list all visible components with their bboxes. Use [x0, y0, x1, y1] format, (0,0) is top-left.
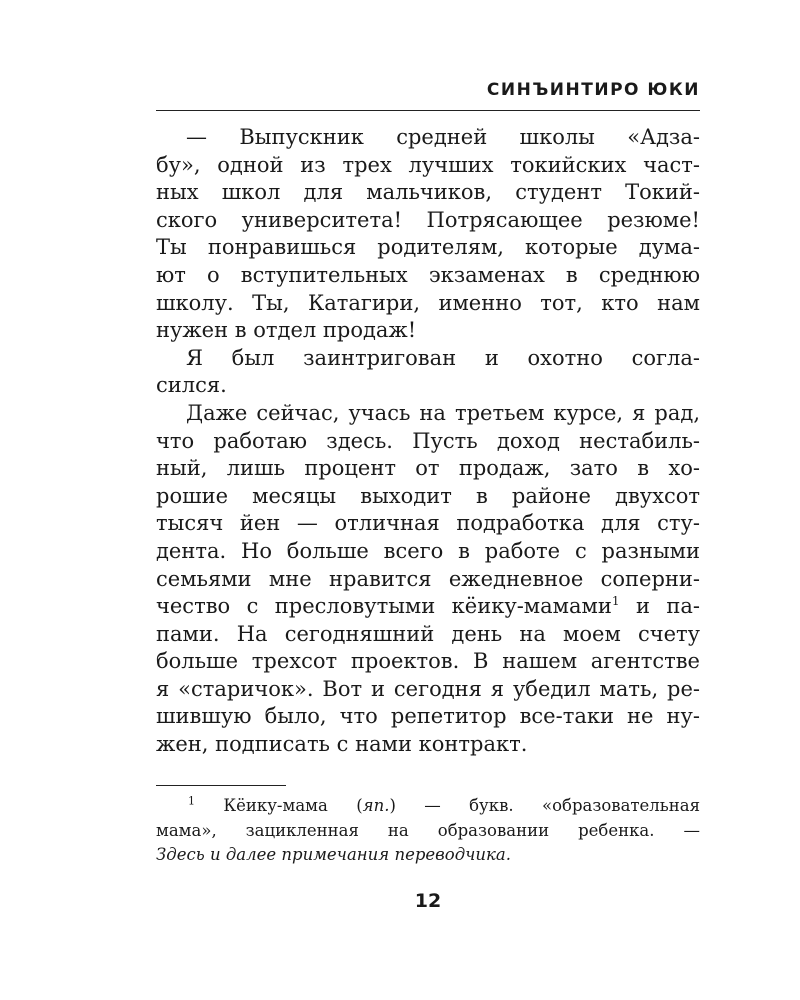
footnote-term: Кёику-мама ( — [223, 796, 363, 815]
text-line: ют о вступительных экзаменах в среднюю — [156, 262, 700, 287]
page-number: 12 — [414, 890, 442, 912]
text-segment: и па- — [635, 594, 700, 619]
footnote-line: мама», зацикленная на образовании ребенка. — — [156, 820, 700, 840]
text-line: пами. На сегодняшний день на моем счету — [156, 621, 700, 646]
text-line: дента. Но больше всего в работе с разными — [156, 538, 700, 563]
text-line: ского университета! Потрясающее резюме! — [156, 207, 700, 232]
footnote-reference[interactable]: 1 — [611, 594, 620, 609]
text-line: тысяч йен — отличная подработка для сту- — [156, 511, 700, 536]
text-line-with-footnote-ref — [156, 593, 700, 621]
text-line: Даже сейчас, учась на третьем курсе, я рад, — [186, 400, 700, 425]
text-segment: чество с пресловутыми кёику-мамами — [156, 594, 612, 619]
text-line: сился. — [156, 373, 227, 398]
text-line: ный, лишь процент от продаж, зато в хо- — [156, 456, 700, 481]
footnote-text: ) — букв. «образовательная — [389, 796, 701, 815]
text-line: больше трехсот проектов. В нашем агентстве — [156, 649, 700, 674]
text-line: нужен в отдел продаж! — [156, 318, 417, 343]
text-line: ных школ для мальчиков, студент Токий- — [156, 180, 700, 205]
footnote-separator — [156, 785, 286, 786]
main-text — [156, 124, 700, 759]
footnote-marker: 1 — [188, 794, 195, 808]
text-line: рошие месяцы выходит в районе двухсот — [156, 483, 700, 508]
text-line: бу», одной из трех лучших токийских част- — [156, 152, 700, 177]
running-header-author: СИНЪИНТИРО ЮКИ — [486, 80, 700, 100]
text-line: школу. Ты, Катагири, именно тот, кто нам — [156, 290, 700, 315]
text-line: жен, подписать с нами контракт. — [156, 732, 528, 757]
header-rule — [156, 110, 700, 111]
text-line: — Выпускник средней школы «Адза- — [186, 125, 700, 149]
text-line: шившую было, что репетитор все-таки не ну- — [156, 704, 700, 729]
footnote-abbrev: яп. — [362, 796, 390, 815]
text-line: я «старичок». Вот и сегодня я убедил мать, ре- — [156, 676, 700, 701]
text-line: что работаю здесь. Пусть доход нестабиль- — [156, 428, 700, 453]
text-line: Ты понравишься родителям, которые дума- — [156, 235, 700, 260]
footnote-line: Здесь и далее примечания переводчика. — [156, 845, 511, 865]
text-line: Я был заинтригован и охотно согла- — [186, 345, 700, 370]
text-line: семьями мне нравится ежедневное соперни- — [156, 566, 700, 591]
footnote-line — [156, 794, 700, 819]
footnote — [156, 794, 700, 868]
